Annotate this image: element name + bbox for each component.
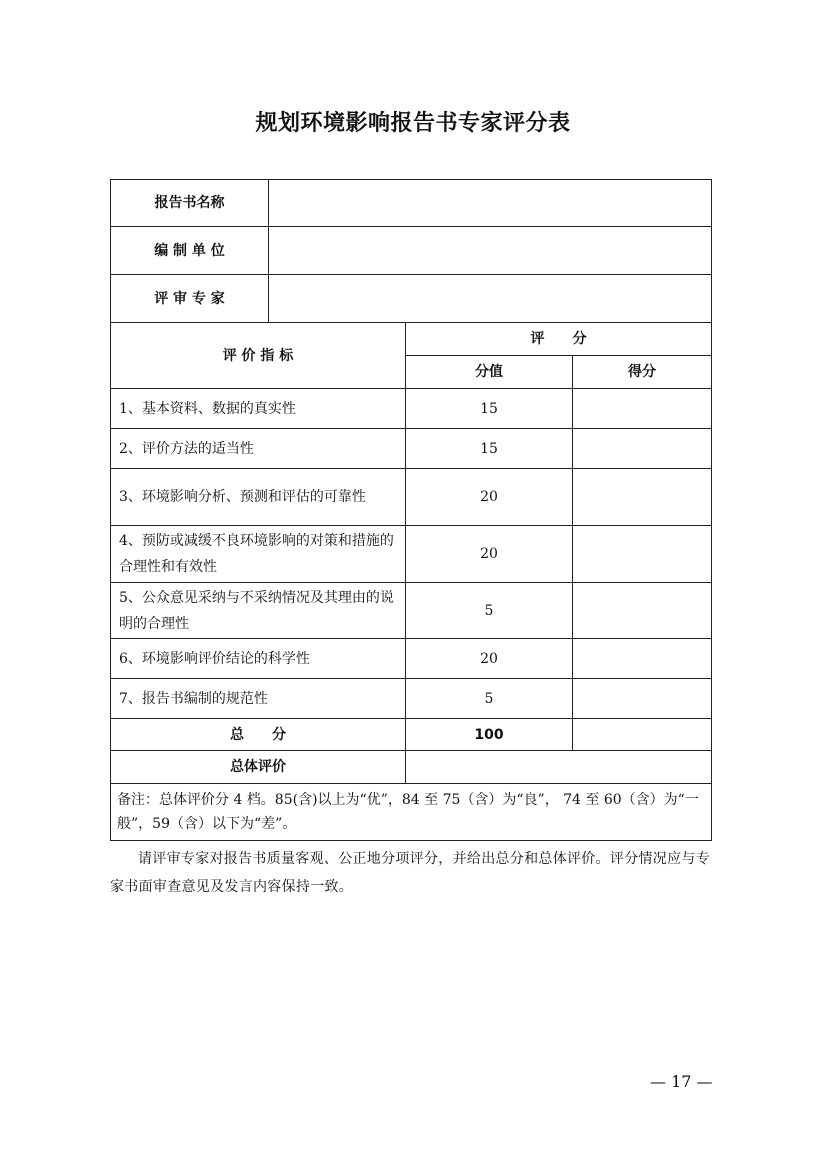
item-score-field[interactable] (573, 583, 712, 639)
expert-field[interactable] (269, 275, 712, 323)
score-table (110, 179, 712, 841)
item-text: 5、公众意见采纳与不采纳情况及其理由的说明的合理性 (111, 583, 406, 639)
expert-label: 评 审 专 家 (111, 275, 269, 323)
item-score-field[interactable] (573, 469, 712, 526)
table-row (111, 429, 712, 469)
item-max: 20 (406, 639, 573, 679)
item-max: 5 (406, 679, 573, 719)
table-row (111, 639, 712, 679)
max-score-header: 分值 (406, 356, 573, 389)
item-text: 7、报告书编制的规范性 (111, 679, 406, 719)
item-text: 6、环境影响评价结论的科学性 (111, 639, 406, 679)
item-max: 15 (406, 429, 573, 469)
item-text: 3、环境影响分析、预测和评估的可靠性 (111, 469, 406, 526)
table-row (111, 526, 712, 583)
item-max: 15 (406, 389, 573, 429)
overall-label: 总体评价 (111, 751, 406, 784)
table-row (111, 469, 712, 526)
item-text: 2、评价方法的适当性 (111, 429, 406, 469)
score-header: 评 分 (406, 323, 712, 356)
item-text: 1、基本资料、数据的真实性 (111, 389, 406, 429)
item-text: 4、预防或减缓不良环境影响的对策和措施的合理性和有效性 (111, 526, 406, 583)
total-max: 100 (406, 719, 573, 751)
table-row (111, 180, 712, 227)
note-text: 备注：总体评价分 4 档。85(含)以上为“优”，84 至 75（含）为“良”， 74 至 60（含）为“一般”，59（含）以下为“差”。 (111, 784, 712, 841)
instruction-paragraph: 请评审专家对报告书质量客观、公正地分项评分，并给出总分和总体评价。评分情况应与专家书面审查意见及发言内容保持一致。 (110, 851, 710, 895)
page-title: 规划环境影响报告书专家评分表 (255, 111, 571, 136)
item-score-field[interactable] (573, 639, 712, 679)
table-row (111, 389, 712, 429)
page-number: — 17 — (650, 1072, 713, 1091)
total-score-field[interactable] (573, 719, 712, 751)
indicator-header: 评 价 指 标 (111, 323, 406, 389)
item-max: 20 (406, 526, 573, 583)
table-row (111, 275, 712, 323)
table-row (111, 583, 712, 639)
report-name-label: 报告书名称 (111, 180, 269, 227)
table-row (111, 227, 712, 275)
total-label: 总 分 (111, 719, 406, 751)
total-row (111, 719, 712, 751)
overall-field[interactable] (406, 751, 712, 784)
note-row (111, 784, 712, 841)
compiler-label: 编 制 单 位 (111, 227, 269, 275)
overall-row (111, 751, 712, 784)
item-score-field[interactable] (573, 679, 712, 719)
compiler-field[interactable] (269, 227, 712, 275)
item-max: 20 (406, 469, 573, 526)
table-header-row (111, 323, 712, 356)
item-score-field[interactable] (573, 429, 712, 469)
item-max: 5 (406, 583, 573, 639)
report-name-field[interactable] (269, 180, 712, 227)
item-score-field[interactable] (573, 389, 712, 429)
got-score-header: 得分 (573, 356, 712, 389)
table-row (111, 679, 712, 719)
item-score-field[interactable] (573, 526, 712, 583)
